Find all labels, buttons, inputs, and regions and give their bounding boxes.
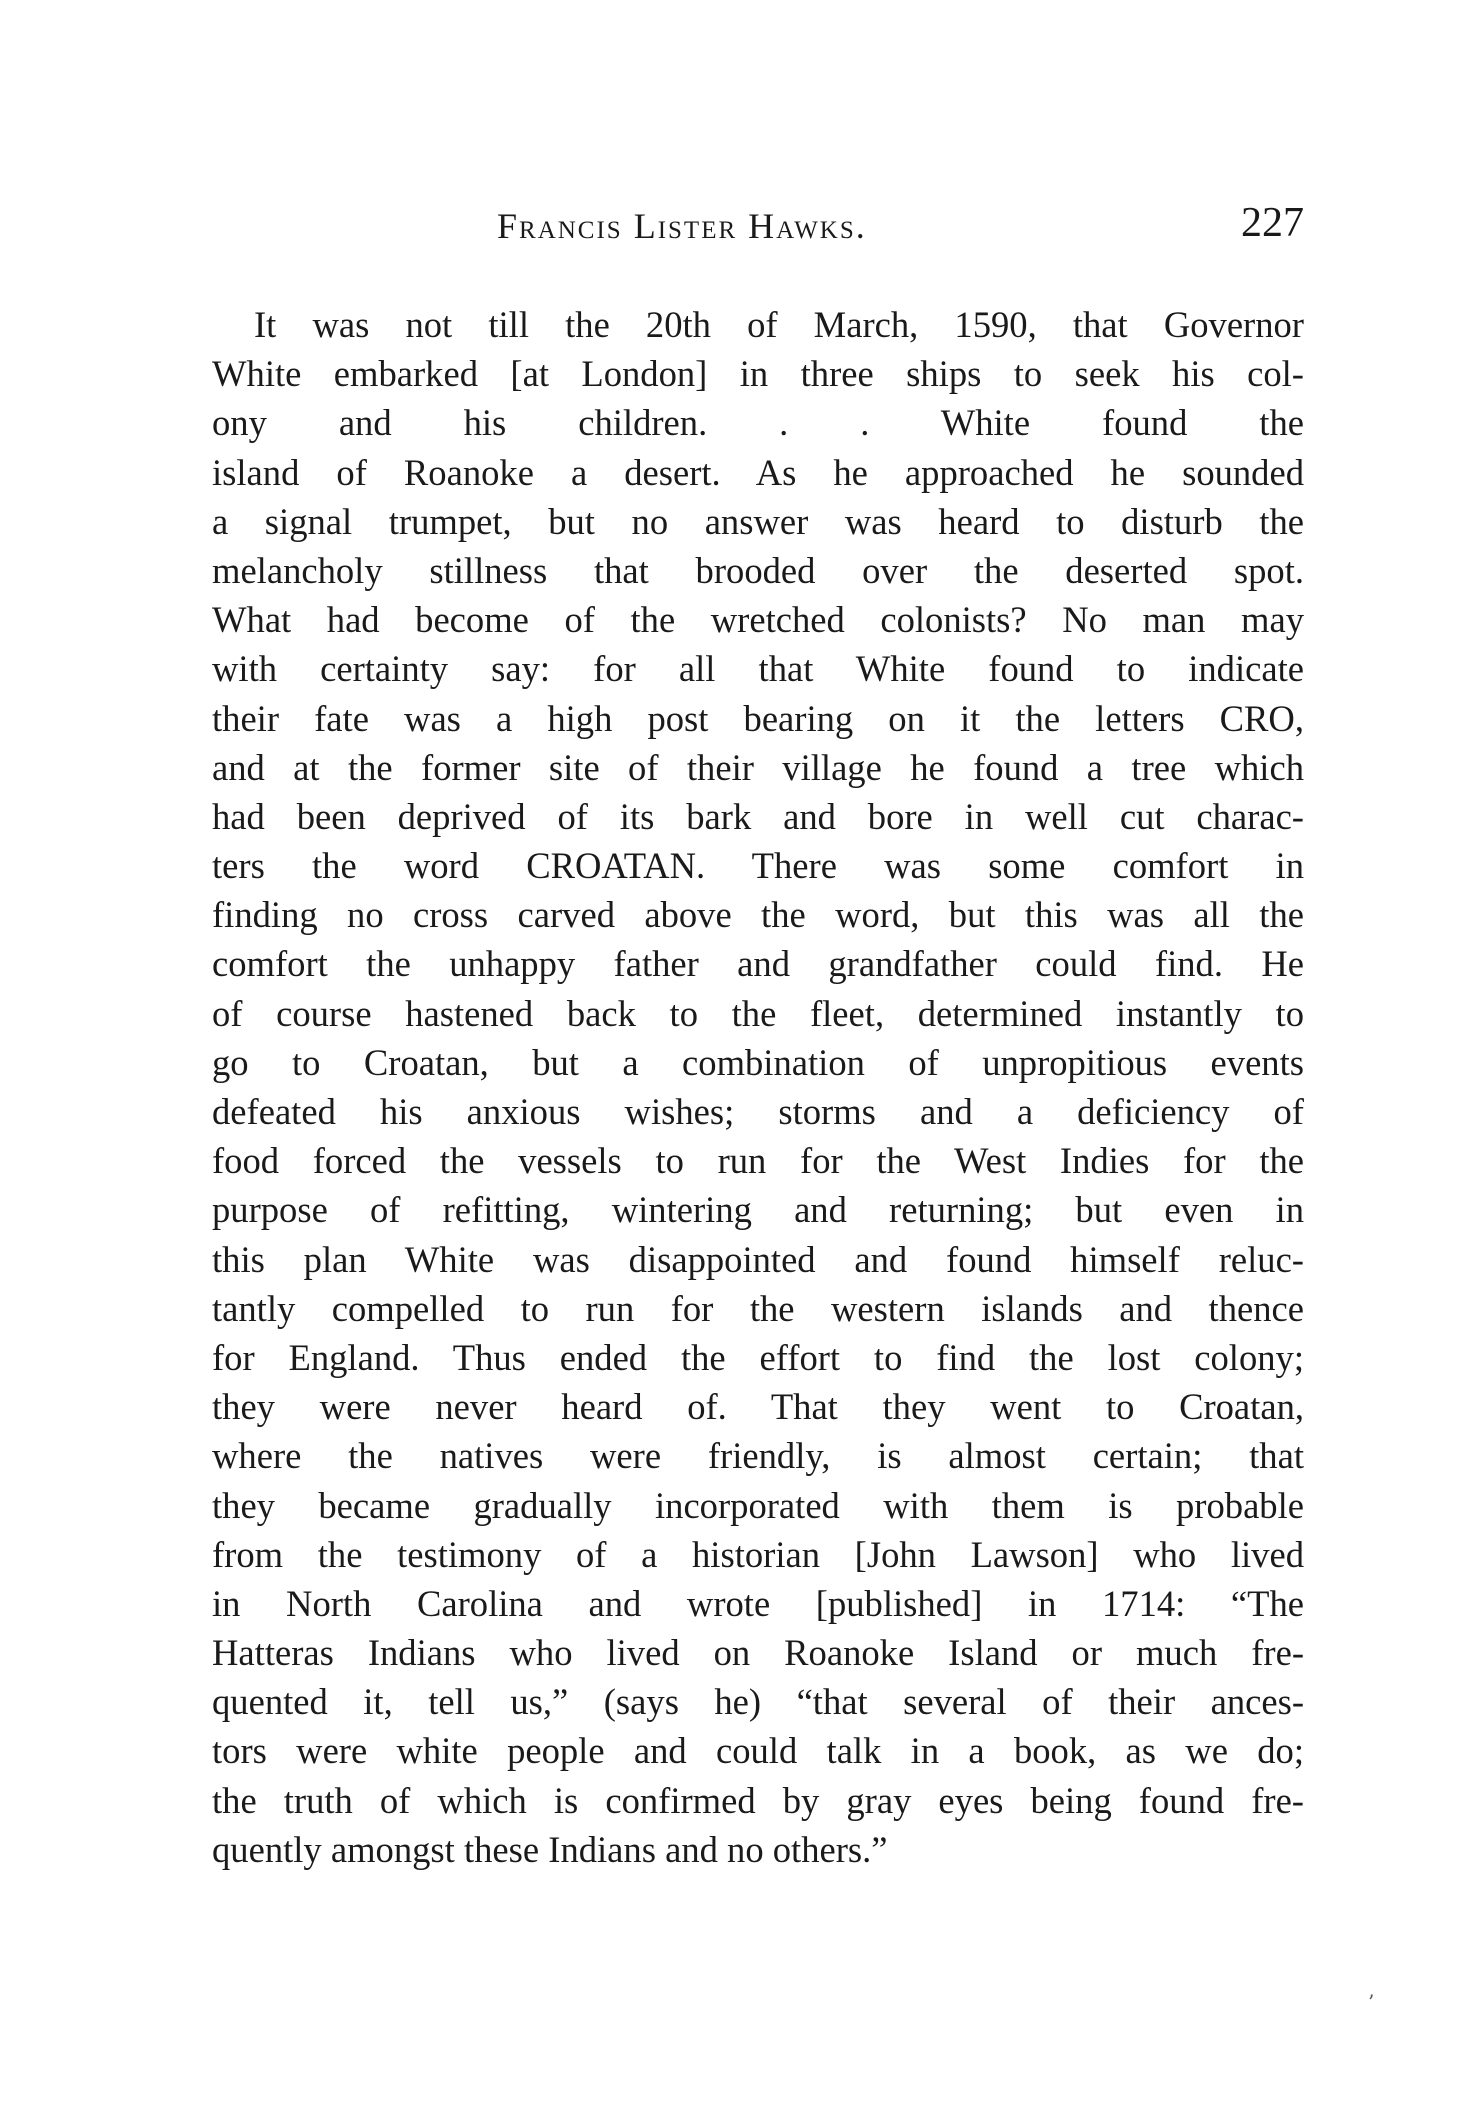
- page-number: 227: [1241, 200, 1304, 246]
- page-header: [212, 193, 1304, 257]
- stray-mark: ’: [1368, 1990, 1375, 2014]
- text-line: melancholy stillness that brooded over the deserted spot.: [212, 549, 1304, 591]
- text-line: comfort the unhappy father and grandfather could find. He: [212, 943, 1304, 985]
- body-text: [212, 300, 1304, 1874]
- text-line: they were never heard of. That they went to Croatan,: [212, 1386, 1304, 1428]
- text-line: from the testimony of a historian [John Lawson] who lived: [212, 1533, 1304, 1575]
- text-line: they became gradually incorporated with them is probable: [212, 1484, 1304, 1526]
- text-line: in North Carolina and wrote [published] in 1714: “The: [212, 1582, 1304, 1624]
- text-line: go to Croatan, but a combination of unpropitious events: [212, 1041, 1304, 1083]
- text-line: purpose of refitting, wintering and returning; but even in: [212, 1189, 1304, 1231]
- text-line: this plan White was disappointed and found himself reluc-: [212, 1238, 1304, 1280]
- text-line: quented it, tell us,” (says he) “that several of their ances-: [212, 1681, 1304, 1723]
- text-line: where the natives were friendly, is almost certain; that: [212, 1435, 1304, 1477]
- text-line: tors were white people and could talk in a book, as we do;: [212, 1730, 1304, 1772]
- text-line: ters the word CROATAN. There was some comfort in: [212, 845, 1304, 887]
- text-line: food forced the vessels to run for the West Indies for the: [212, 1140, 1304, 1182]
- text-line: had been deprived of its bark and bore in well cut charac-: [212, 795, 1304, 837]
- text-line: of course hastened back to the fleet, determined instantly to: [212, 992, 1304, 1034]
- text-line: It was not till the 20th of March, 1590, that Governor: [254, 304, 1304, 345]
- text-line: island of Roanoke a desert. As he approached he sounded: [212, 451, 1304, 493]
- text-line: with certainty say: for all that White found to indicate: [212, 648, 1304, 690]
- text-line: What had become of the wretched colonists? No man may: [212, 599, 1304, 641]
- text-line: the truth of which is confirmed by gray eyes being found fre-: [212, 1779, 1304, 1821]
- text-line: for England. Thus ended the effort to find the lost colony;: [212, 1336, 1304, 1378]
- text-line: finding no cross carved above the word, but this was all the: [212, 894, 1304, 936]
- text-line: tantly compelled to run for the western islands and thence: [212, 1287, 1304, 1329]
- text-line: a signal trumpet, but no answer was heard to disturb the: [212, 500, 1304, 542]
- text-line: Hatteras Indians who lived on Roanoke Island or much fre-: [212, 1632, 1304, 1674]
- text-line: their fate was a high post bearing on it the letters CRO,: [212, 697, 1304, 739]
- text-line: quently amongst these Indians and no others.”: [212, 1828, 888, 1870]
- text-line: ony and his children. . . White found the: [212, 402, 1304, 444]
- text-line: and at the former site of their village he found a tree which: [212, 746, 1304, 788]
- running-title: Francis Lister Hawks.: [497, 206, 867, 246]
- text-line: defeated his anxious wishes; storms and a deficiency of: [212, 1091, 1304, 1132]
- text-line: White embarked [at London] in three ships to seek his col-: [212, 353, 1304, 395]
